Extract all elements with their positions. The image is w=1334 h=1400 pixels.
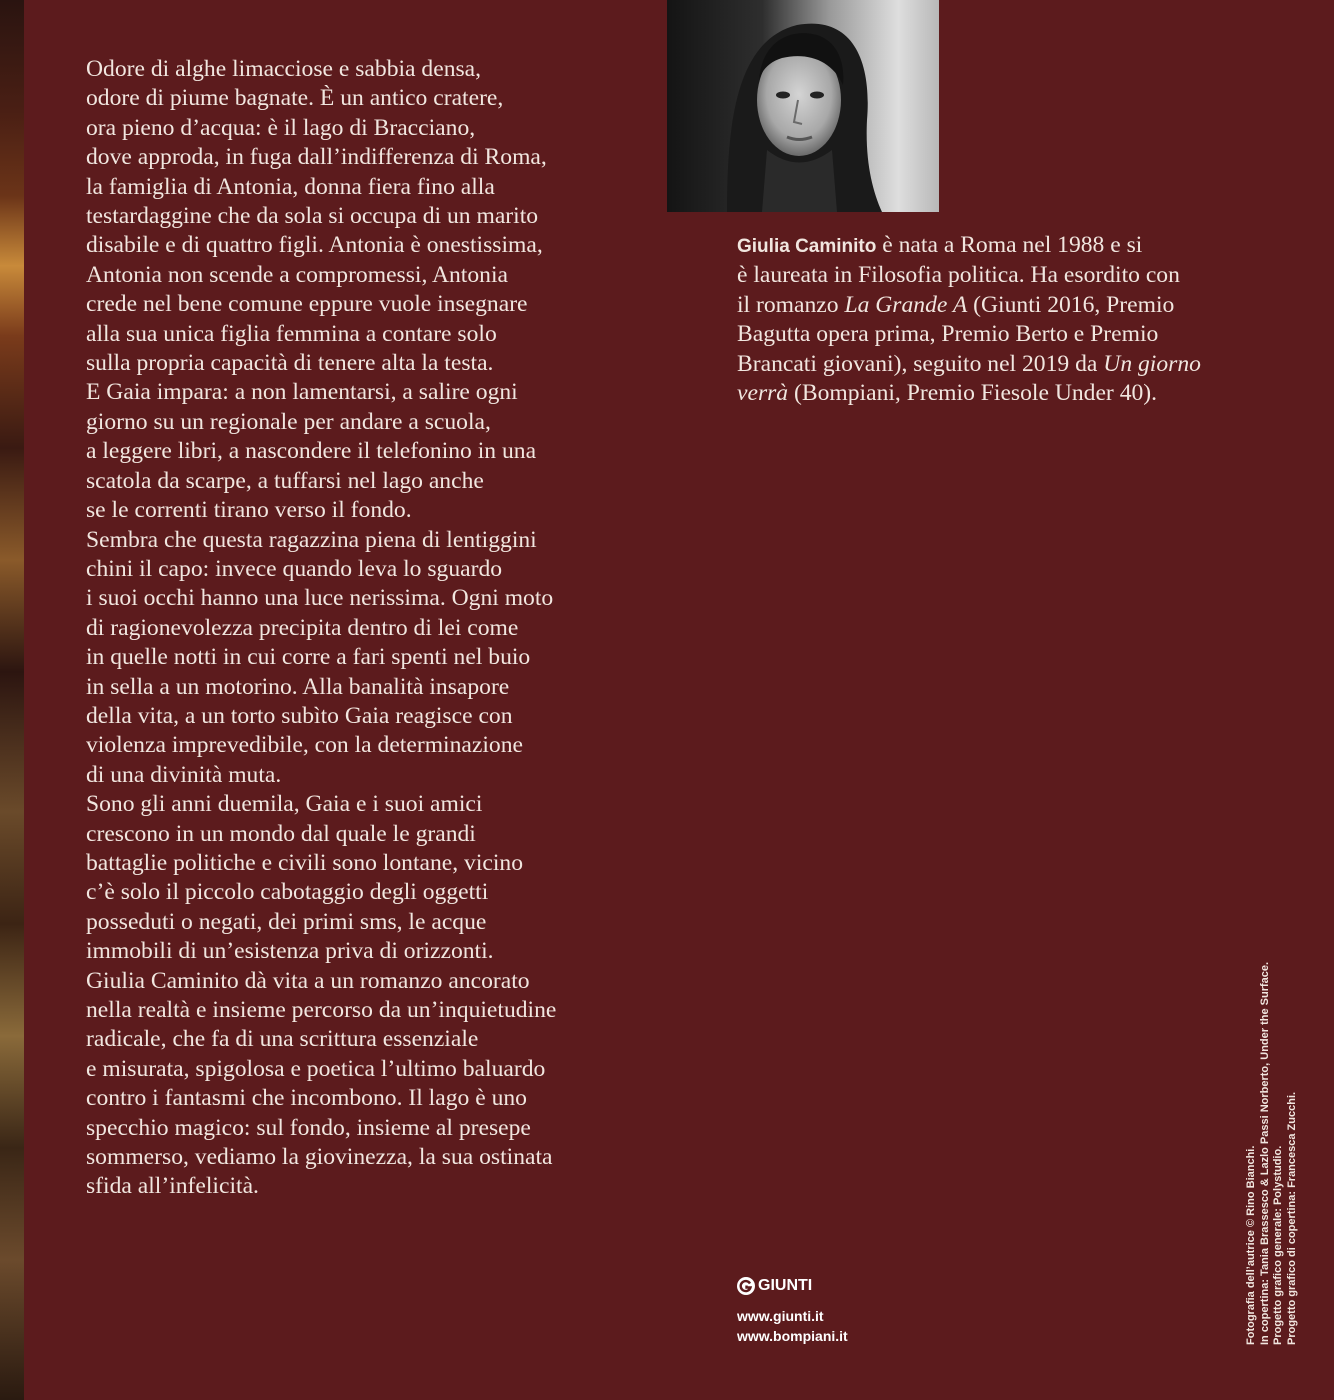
blurb-line: a leggere libri, a nascondere il telefonino in una: [86, 438, 537, 465]
blurb-line: Sono gli anni duemila, Gaia e i suoi amici: [86, 791, 483, 818]
book-title-la-grande-a: La Grande A: [844, 291, 968, 318]
blurb-line: in quelle notti in cui corre a fari spenti nel buio: [86, 644, 531, 671]
blurb-line: sommerso, vediamo la giovinezza, la sua ostinata: [86, 1144, 553, 1171]
blurb-line: testardaggine che da sola si occupa di un marito: [86, 203, 539, 230]
blurb-line: radicale, che fa di una scrittura essenziale: [86, 1026, 479, 1053]
blurb-line: in sella a un motorino. Alla banalità insapore: [86, 673, 510, 700]
blurb-line: specchio magico: sul fondo, insieme al presepe: [86, 1114, 531, 1141]
publisher-urls: [737, 1306, 848, 1346]
blurb-line: i suoi occhi hanno una luce nerissima. Ogni moto: [86, 585, 554, 612]
blurb-line: c’è solo il piccolo cabotaggio degli oggetti: [86, 879, 489, 906]
blurb-line: contro i fantasmi che incombono. Il lago è uno: [86, 1085, 527, 1112]
blurb-line: sulla propria capacità di tenere alta la testa.: [86, 350, 494, 377]
blurb-line: Odore di alghe limacciose e sabbia densa,: [86, 56, 482, 82]
blurb-line: scatola da scarpe, a tuffarsi nel lago anche: [86, 467, 484, 494]
author-name: Giulia Caminito: [737, 236, 877, 257]
blurb-line: e misurata, spigolosa e poetica l’ultimo baluardo: [86, 1055, 546, 1082]
book-title-un-giorno-verra: Un giorno: [1103, 350, 1201, 377]
blurb-line: Giulia Caminito dà vita a un romanzo ancorato: [86, 967, 530, 994]
design-credit: Progetto grafico generale: Polystudio.: [1272, 1145, 1284, 1345]
blurb-line: crede nel bene comune eppure vuole insegnare: [86, 291, 528, 318]
giunti-logo: [737, 1275, 812, 1297]
cover-credit: In copertina: Tania Brassesco & Lazlo Passi Norberto, Under the Surface.: [1258, 961, 1271, 1345]
bompiani-url[interactable]: www.bompiani.it: [737, 1328, 848, 1344]
blurb-line: disabile e di quattro figli. Antonia è onestissima,: [86, 232, 543, 259]
credits-vertical: [1245, 962, 1299, 1345]
blurb-line: Sembra che questa ragazzina piena di lentiggini: [86, 526, 537, 553]
blurb-line: della vita, a un torto subìto Gaia reagisce con: [86, 702, 513, 729]
book-blurb: [86, 55, 626, 1202]
blurb-line: chini il capo: invece quando leva lo sguardo: [86, 555, 503, 582]
author-portrait-image: [667, 0, 939, 212]
blurb-line: crescono in un mondo dal quale le grandi: [86, 820, 476, 847]
blurb-line: nella realtà e insieme percorso da un’inquietudine: [86, 997, 557, 1023]
blurb-line: dove approda, in fuga dall’indifferenza di Roma,: [86, 144, 547, 171]
giunti-logo-text: GIUNTI: [758, 1277, 813, 1294]
photo-credit: Fotografia dell’autrice © Rino Bianchi.: [1245, 1145, 1257, 1345]
blurb-line: Antonia non scende a compromessi, Antonia: [86, 261, 508, 288]
author-bio: Giulia Caminito è nata a Roma nel 1988 e si è laureata in Filosofia politica. Ha esordito con il romanzo La Grande A (Giunti 2016, Premio Bagutta opera prima, Premio Berto e Premio Brancati giovani), seguito nel 2019 da Un giorno verrà (Bompiani, Premio Fiesole Under 40).: [737, 232, 1201, 407]
blurb-line: giorno su un regionale per andare a scuola,: [86, 408, 491, 435]
giunti-g-icon: [737, 1277, 755, 1295]
blurb-line: la famiglia di Antonia, donna fiera fino alla: [86, 173, 495, 200]
blurb-line: violenza imprevedibile, con la determinazione: [86, 732, 523, 759]
cover-image-edge: [0, 0, 24, 1400]
blurb-line: odore di piume bagnate. È un antico cratere,: [86, 85, 504, 112]
author-photo: [667, 0, 939, 212]
blurb-line: di ragionevolezza precipita dentro di lei come: [86, 614, 519, 641]
blurb-line: sfida all’infelicità.: [86, 1173, 259, 1200]
blurb-line: alla sua unica figlia femmina a contare solo: [86, 320, 497, 347]
blurb-line: battaglie politiche e civili sono lontane, vicino: [86, 849, 524, 876]
blurb-line: se le correnti tirano verso il fondo.: [86, 497, 412, 524]
blurb-line: E Gaia impara: a non lamentarsi, a salire ogni: [86, 379, 518, 406]
cover-design-credit: Progetto grafico di copertina: Francesca Zucchi.: [1285, 1091, 1298, 1345]
blurb-line: di una divinità muta.: [86, 761, 282, 788]
blurb-line: posseduti o negati, dei primi sms, le acque: [86, 908, 487, 935]
blurb-line: immobili di un’esistenza priva di orizzonti.: [86, 938, 494, 965]
giunti-url[interactable]: www.giunti.it: [737, 1308, 824, 1324]
blurb-line: ora pieno d’acqua: è il lago di Bracciano,: [86, 114, 476, 141]
